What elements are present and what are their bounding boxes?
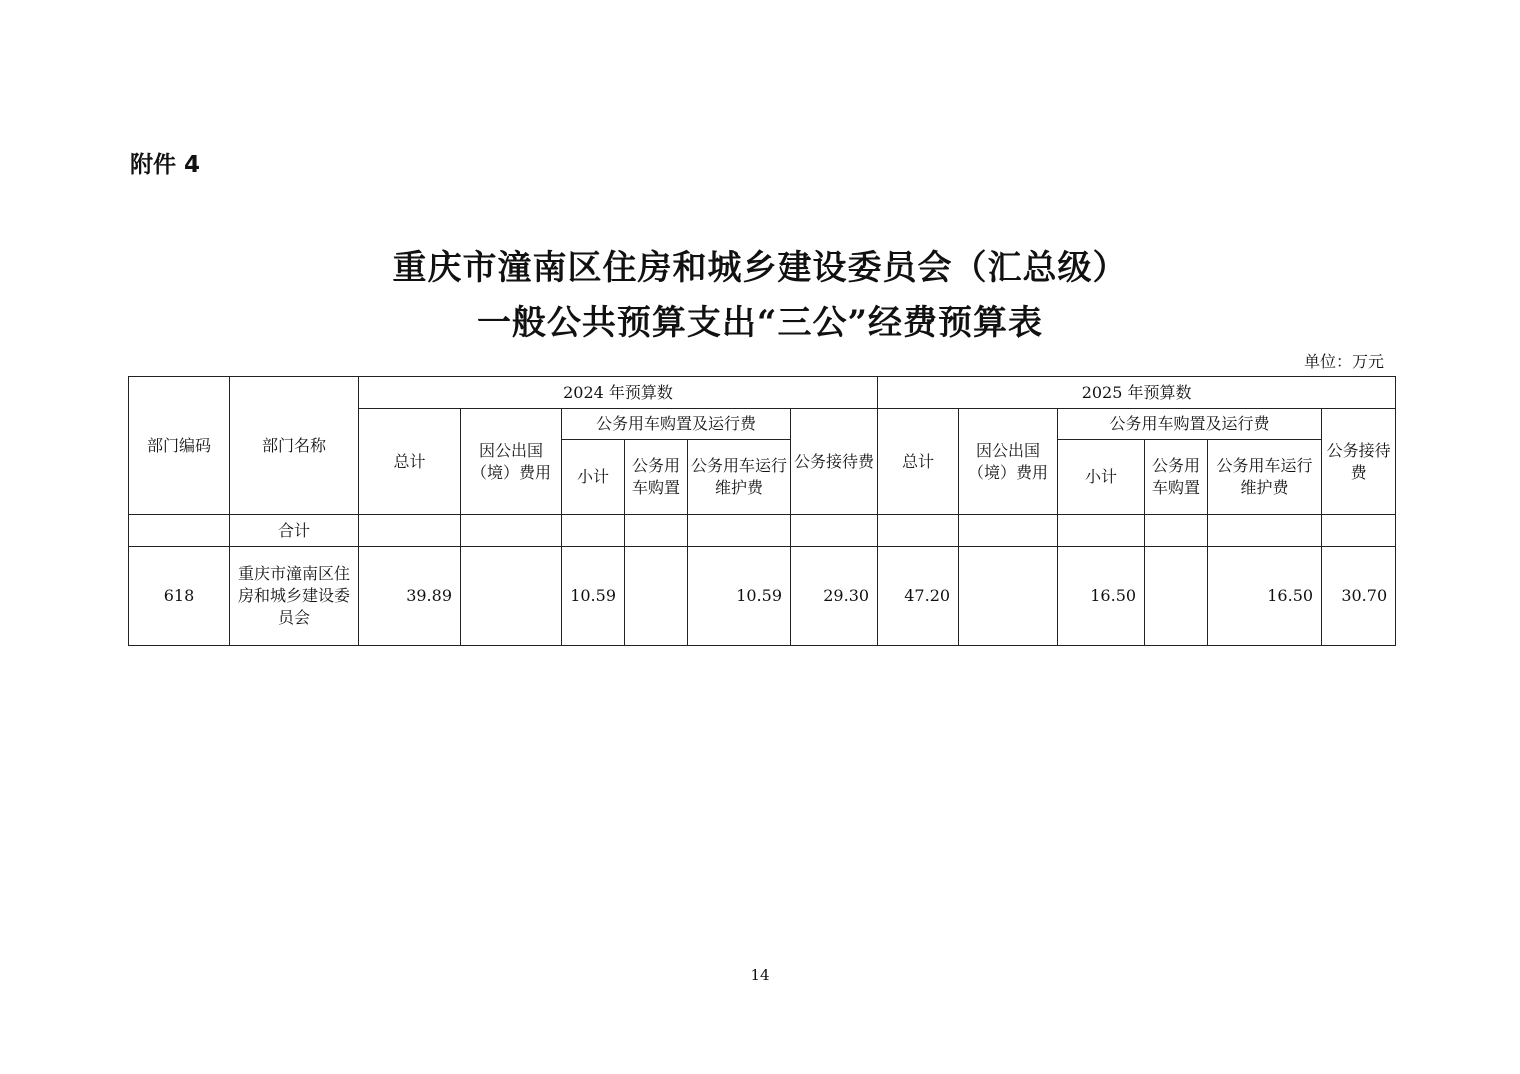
dept-name-cell: 重庆市潼南区住房和城乡建设委员会	[230, 547, 359, 646]
reception-header-2025: 公务接待费	[1322, 409, 1396, 515]
page-title-line2: 一般公共预算支出“三公”经费预算表	[476, 303, 1044, 343]
maintenance-2025-cell: 16.50	[1208, 547, 1322, 646]
purchase-2024-cell	[625, 547, 688, 646]
page-title-line1: 重庆市潼南区住房和城乡建设委员会（汇总级）	[392, 248, 1128, 288]
table-cell	[878, 515, 959, 547]
vehicle-group-header-2024: 公务用车购置及运行费	[562, 409, 791, 440]
abroad-2025-cell	[959, 547, 1058, 646]
table-row	[129, 547, 1396, 646]
year-2024-header: 2024 年预算数	[359, 377, 878, 409]
table-cell	[791, 515, 878, 547]
table-cell	[1322, 515, 1396, 547]
table-cell	[359, 515, 461, 547]
vehicle-maintenance-header-2025: 公务用车运行维护费	[1208, 440, 1322, 515]
total-header-2025: 总计	[878, 409, 959, 515]
sum-row	[129, 515, 1396, 547]
attachment-label: 附件 4	[130, 152, 201, 178]
subtotal-header-2025: 小计	[1058, 440, 1145, 515]
subtotal-header-2024: 小计	[562, 440, 625, 515]
dept-code-header: 部门编码	[129, 377, 230, 515]
table-cell	[625, 515, 688, 547]
vehicle-maintenance-header-2024: 公务用车运行维护费	[688, 440, 791, 515]
maintenance-2024-cell: 10.59	[688, 547, 791, 646]
vehicle-purchase-header-2025: 公务用车购置	[1145, 440, 1208, 515]
abroad-header-2025: 因公出国（境）费用	[959, 409, 1058, 515]
table-cell	[1058, 515, 1145, 547]
table-cell	[129, 515, 230, 547]
table-cell	[1208, 515, 1322, 547]
subtotal-2025-cell: 16.50	[1058, 547, 1145, 646]
table-cell	[688, 515, 791, 547]
vehicle-group-header-2025: 公务用车购置及运行费	[1058, 409, 1322, 440]
reception-2024-cell: 29.30	[791, 547, 878, 646]
subtotal-2024-cell: 10.59	[562, 547, 625, 646]
abroad-header-2024: 因公出国（境）费用	[461, 409, 562, 515]
table-cell	[959, 515, 1058, 547]
sum-row-label: 合计	[230, 515, 359, 547]
purchase-2025-cell	[1145, 547, 1208, 646]
budget-table	[128, 376, 1396, 646]
total-2025-cell: 47.20	[878, 547, 959, 646]
table-cell	[562, 515, 625, 547]
page-number: 14	[750, 966, 770, 984]
reception-header-2024: 公务接待费	[791, 409, 878, 515]
table-cell	[1145, 515, 1208, 547]
abroad-2024-cell	[461, 547, 562, 646]
dept-name-header: 部门名称	[230, 377, 359, 515]
unit-label: 单位：万元	[1303, 352, 1384, 371]
total-2024-cell: 39.89	[359, 547, 461, 646]
year-2025-header: 2025 年预算数	[878, 377, 1396, 409]
vehicle-purchase-header-2024: 公务用车购置	[625, 440, 688, 515]
reception-2025-cell: 30.70	[1322, 547, 1396, 646]
total-header-2024: 总计	[359, 409, 461, 515]
dept-code-cell: 618	[129, 547, 230, 646]
table-cell	[461, 515, 562, 547]
